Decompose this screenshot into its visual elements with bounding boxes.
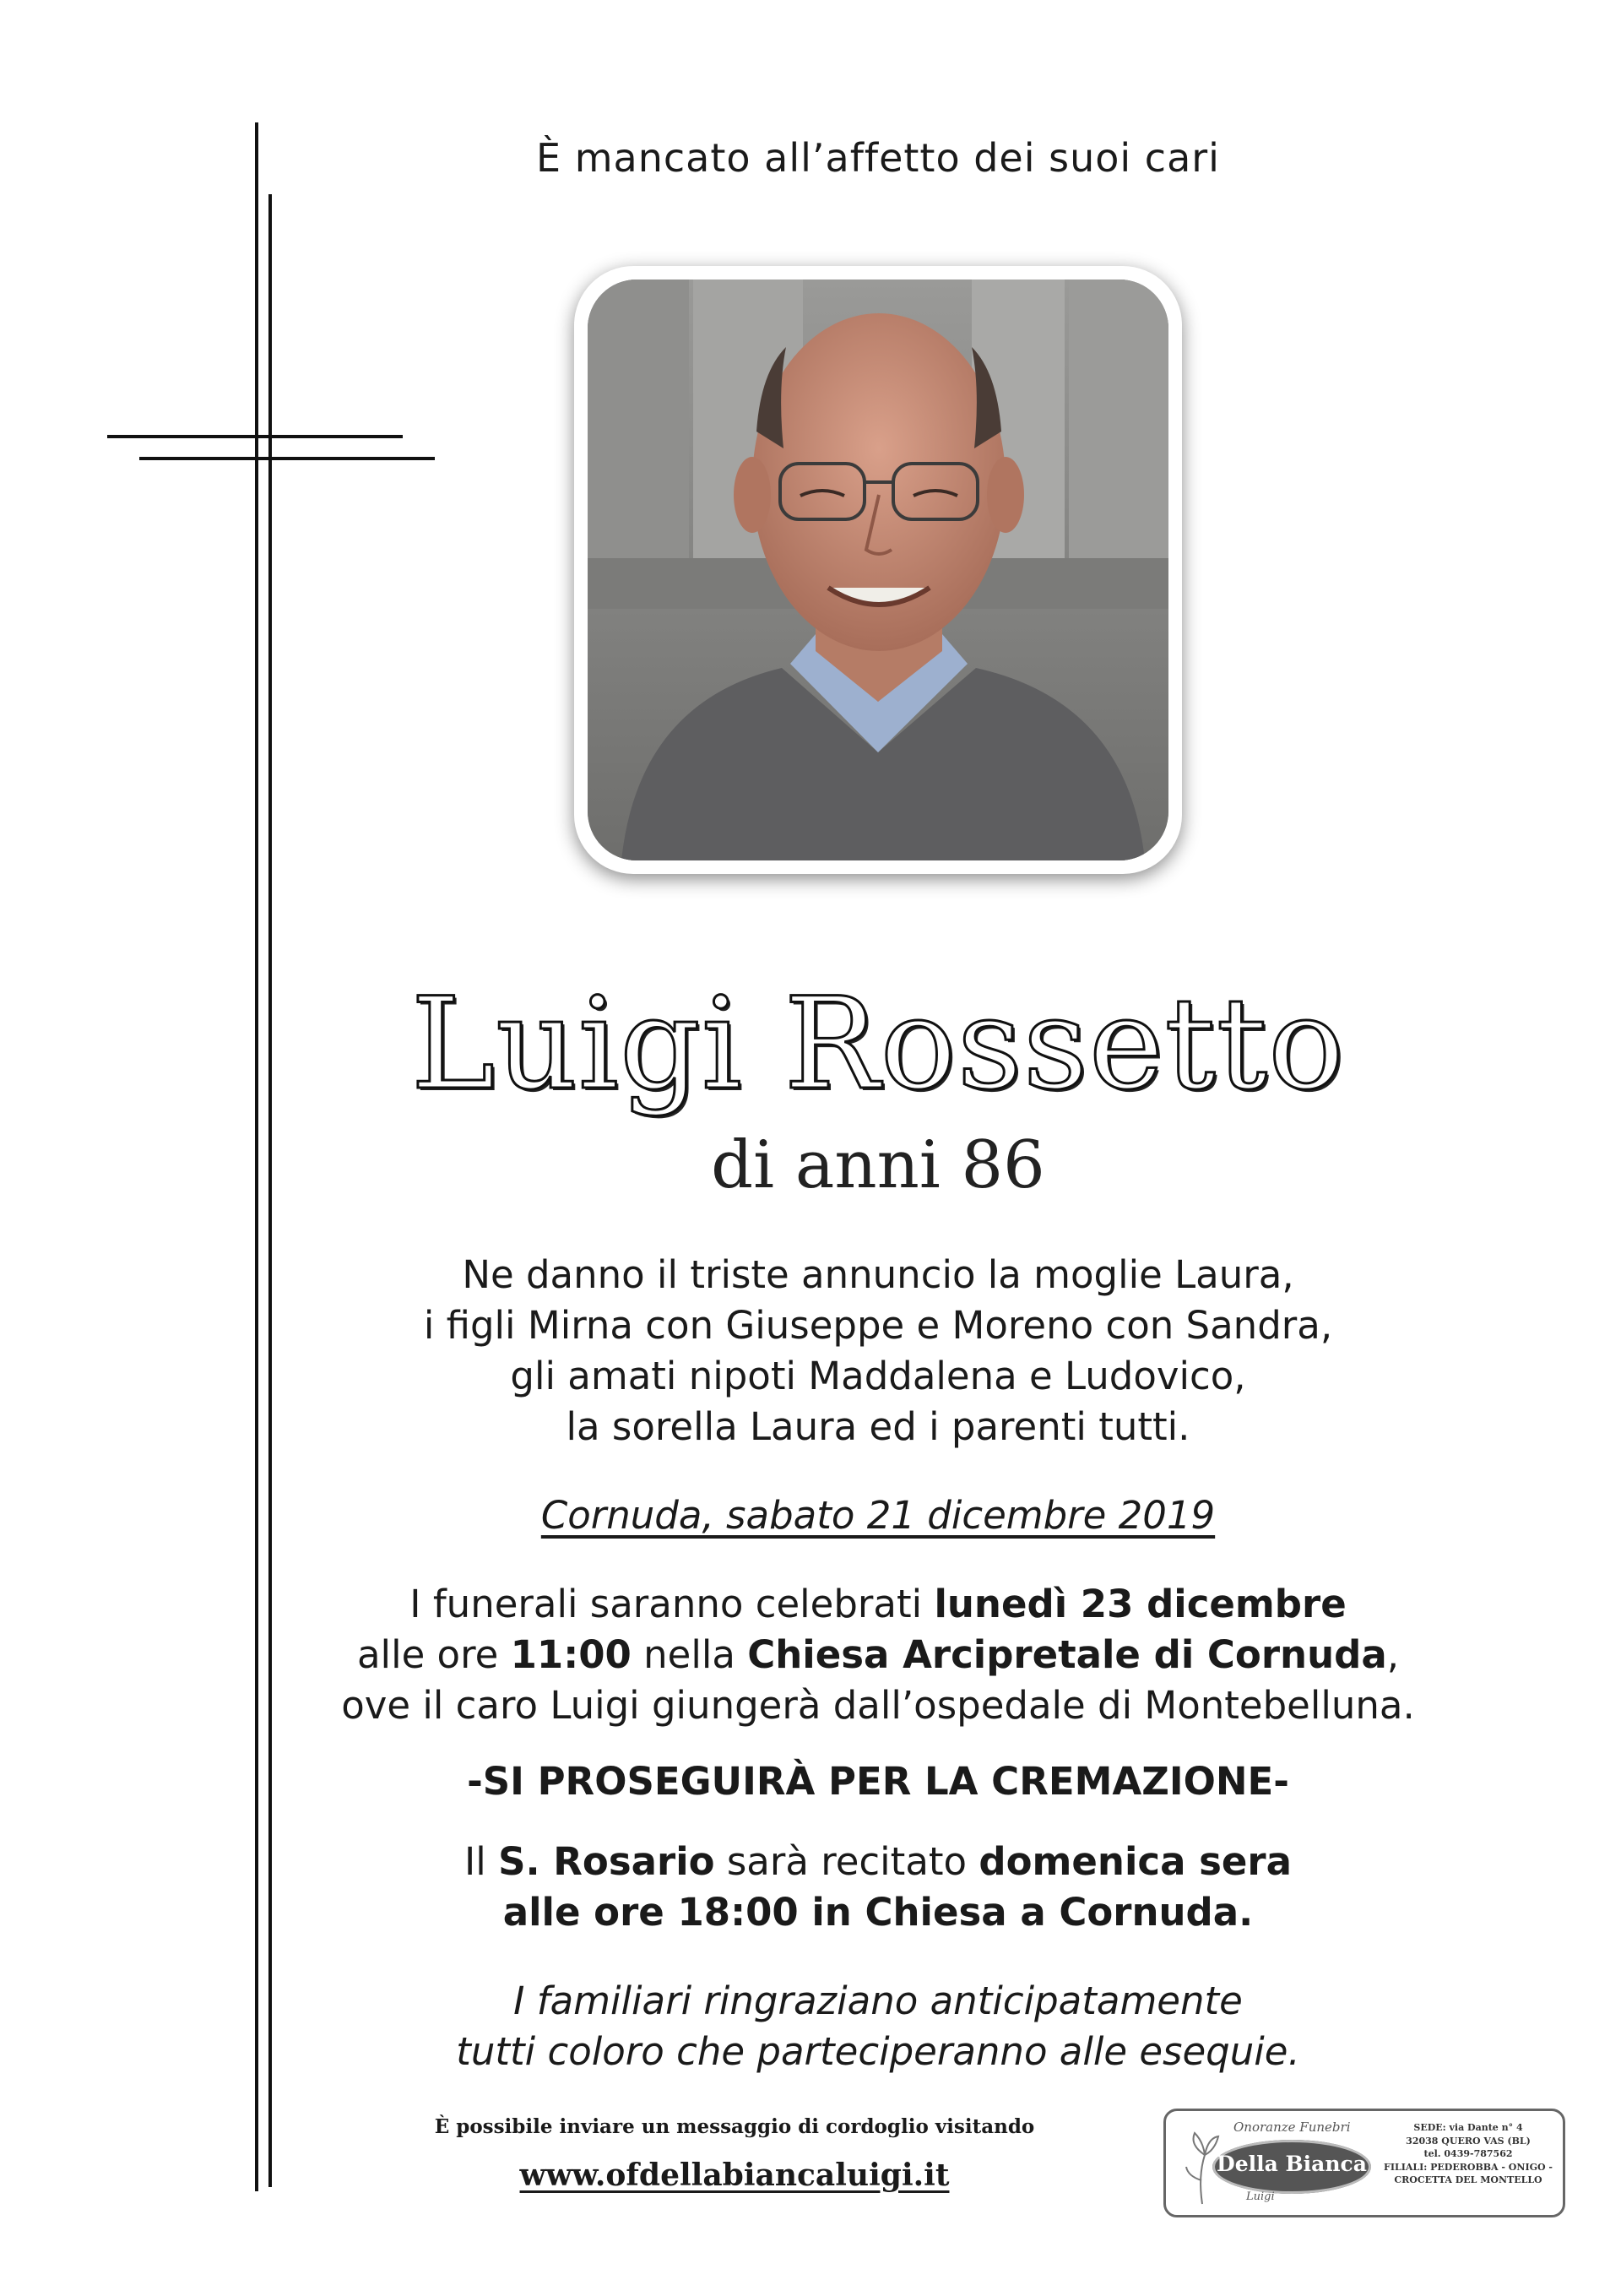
condolence-message: È possibile inviare un messaggio di cordoglio visitando: [434, 2115, 1035, 2138]
rosary-time-place: alle ore 18:00 in Chiesa a Cornuda.: [502, 1890, 1254, 1935]
cross-horizontal-line-2: [139, 457, 435, 460]
cremation-notice: -SI PROSEGUIRÀ PER LA CREMAZIONE-: [467, 1759, 1289, 1804]
logo-info-line: 32038 QUERO VAS (BL): [1406, 2135, 1531, 2147]
funeral-home-logo: [1163, 2109, 1565, 2217]
logo-tagline: Onoranze Funebri: [1233, 2120, 1351, 2135]
rosary-day: domenica sera: [979, 1839, 1292, 1884]
logo-info: [1379, 2121, 1558, 2187]
announcement-text: [304, 1250, 1452, 1452]
funeral-line-1: [304, 1579, 1452, 1630]
portrait-photo: [588, 280, 1168, 860]
announcement-line: Ne danno il triste annuncio la moglie Laura,: [462, 1252, 1294, 1297]
funeral-date: lunedì 23 dicembre: [934, 1582, 1347, 1626]
rosary-details: [304, 1837, 1452, 1938]
logo-info-line: FILIALI: PEDEROBBA - ONIGO -: [1384, 2161, 1553, 2173]
thanks-text: [304, 1976, 1452, 2077]
funeral-text: nella: [631, 1632, 748, 1677]
rosary-text: Il: [464, 1839, 499, 1884]
deceased-name: Luigi Rossetto: [410, 971, 1346, 1118]
announcement-line: gli amati nipoti Maddalena e Ludovico,: [510, 1354, 1246, 1398]
rosary-text: sarà recitato: [714, 1839, 979, 1884]
rosary-line-1: [304, 1837, 1452, 1887]
cross-horizontal-line-1: [107, 435, 403, 438]
portrait-frame: [574, 266, 1182, 874]
thanks-line: tutti coloro che parteciperanno alle esequie.: [456, 2029, 1300, 2074]
funeral-text: I funerali saranno celebrati: [409, 1582, 935, 1626]
announcement-line: la sorella Laura ed i parenti tutti.: [566, 1404, 1190, 1449]
funeral-text: alle ore: [356, 1632, 511, 1677]
cross-vertical-line-2: [268, 194, 272, 2187]
logo-info-line: CROCETTA DEL MONTELLO: [1394, 2174, 1542, 2185]
funeral-line-2: [304, 1630, 1452, 1680]
deceased-age: di anni 86: [711, 1127, 1045, 1203]
funeral-church: Chiesa Arcipretale di Cornuda: [747, 1632, 1387, 1677]
thanks-line: I familiari ringraziano anticipatamente: [513, 1978, 1243, 2023]
funeral-time: 11:00: [510, 1632, 632, 1677]
logo-brand: Della Bianca: [1217, 2152, 1367, 2176]
cross-vertical-line-1: [255, 122, 258, 2191]
logo-info-line: tel. 0439-787562: [1423, 2148, 1513, 2159]
logo-signature: Luigi: [1246, 2190, 1275, 2203]
rosary-line-2: [304, 1887, 1452, 1938]
funeral-text: ,: [1386, 1632, 1400, 1677]
website-link[interactable]: www.ofdellabiancaluigi.it: [519, 2158, 950, 2193]
funeral-line-3: ove il caro Luigi giungerà dall’ospedale di Montebelluna.: [341, 1683, 1415, 1728]
rosary-name: S. Rosario: [498, 1839, 715, 1884]
intro-text: È mancato all’affetto dei suoi cari: [536, 135, 1220, 181]
date-line: Cornuda, sabato 21 dicembre 2019: [540, 1493, 1216, 1538]
announcement-line: i figli Mirna con Giuseppe e Moreno con Sandra,: [423, 1303, 1333, 1348]
logo-info-line: SEDE: via Dante n° 4: [1413, 2122, 1523, 2133]
funeral-details: [304, 1579, 1452, 1731]
